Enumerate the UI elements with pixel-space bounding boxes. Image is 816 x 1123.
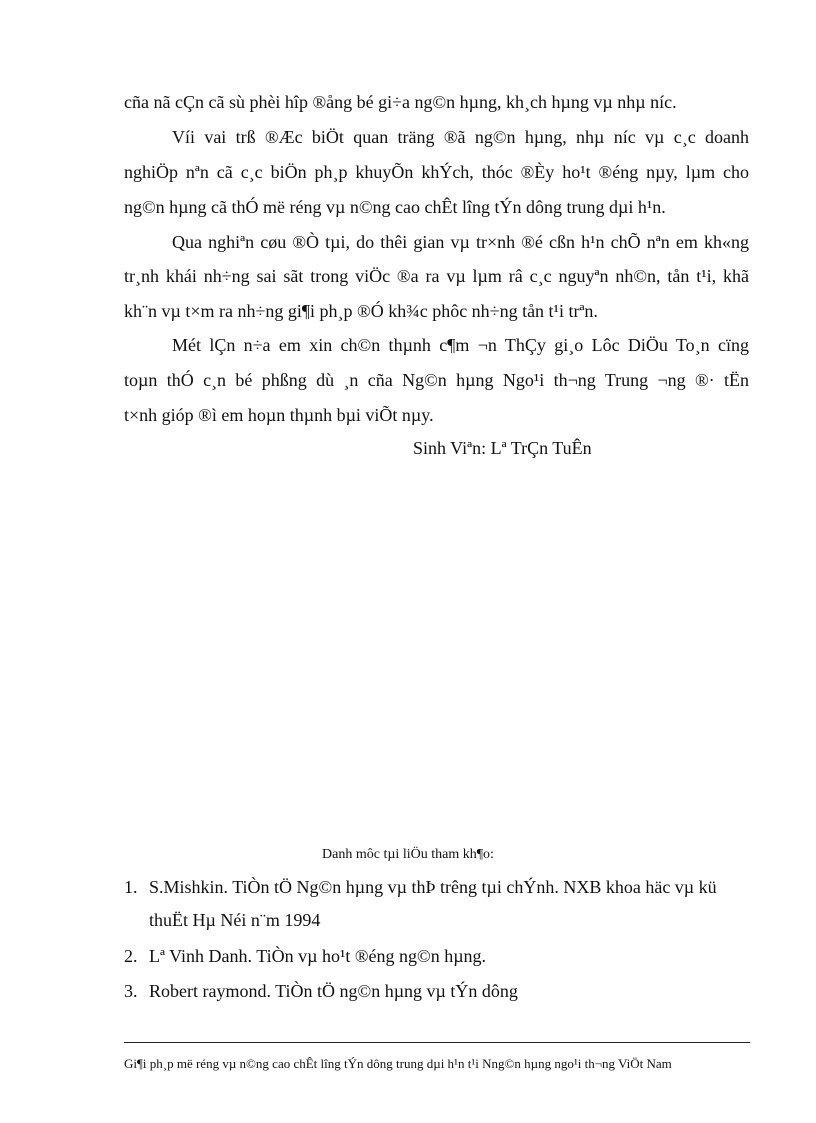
body-line: tr¸nh khái nh÷ng sai sãt trong viÖc ®a ra vµ lµm râ c¸c nguyªn nh©n, tån t¹i, khã <box>124 266 749 286</box>
reference-text: S.Mishkin. TiÒn tÖ Ng©n hµng vµ thÞ trêng tµi chÝnh. NXB khoa häc vµ kü <box>149 877 717 897</box>
reference-text: Lª Vinh Danh. TiÒn vµ ho¹t ®éng ng©n hµng. <box>149 946 487 966</box>
body-line: Mét lÇn n÷a em xin ch©n thµnh c¶m ¬n ThÇy gi¸o Lôc DiÖu To¸n cïng <box>172 335 749 355</box>
references-title: Danh môc tµi liÖu tham kh¶o: <box>322 847 494 862</box>
body-line: kh¨n vµ t×m ra nh÷ng gi¶i ph¸p ®Ó kh¾c phôc nh÷ng tån t¹i trªn. <box>124 301 598 321</box>
reference-text: Robert raymond. TiÒn tÖ ng©n hµng vµ tÝn dông <box>149 981 518 1001</box>
page-footer: Gi¶i ph¸p më réng vµ n©ng cao chÊt lîng tÝn dông trung dµi h¹n t¹i Nng©n hµng ngo¹i th¬ng ViÖt Nam <box>124 1056 672 1071</box>
body-line: t×nh gióp ®ì em hoµn thµnh bµi viÕt nµy. <box>124 405 434 425</box>
body-line: Qua nghiªn cøu ®Ò tµi, do thêi gian vµ tr×nh ®é cßn h¹n chÕ nªn em kh«ng <box>172 232 749 252</box>
body-line: ng©n hµng cã thÓ më réng vµ n©ng cao chÊt lîng tÝn dông trung dµi h¹n. <box>124 197 666 217</box>
reference-number: 1. <box>124 877 138 897</box>
body-line: toµn thÓ c¸n bé phßng dù ¸n cña Ng©n hµng Ngo¹i th¬ng Trung ¬ng ®· tËn <box>124 370 749 390</box>
body-line: cña nã cÇn cã sù phèi hîp ®ång bé gi÷a ng©n hµng, kh¸ch hµng vµ nhµ níc. <box>124 92 677 112</box>
reference-number: 3. <box>124 981 138 1001</box>
reference-number: 2. <box>124 946 138 966</box>
body-line: nghiÖp nªn cã c¸c biÖn ph¸p khuyÕn khÝch, thóc ®Èy ho¹t ®éng nµy, lµm cho <box>124 162 749 182</box>
footer-divider <box>124 1042 750 1043</box>
body-line: Víi vai trß ®Æc biÖt quan träng ®ã ng©n hµng, nhµ níc vµ c¸c doanh <box>172 127 749 147</box>
signature: Sinh Viªn: Lª TrÇn TuÊn <box>413 438 592 458</box>
reference-continuation: thuËt Hµ Néi n¨m 1994 <box>149 910 321 930</box>
